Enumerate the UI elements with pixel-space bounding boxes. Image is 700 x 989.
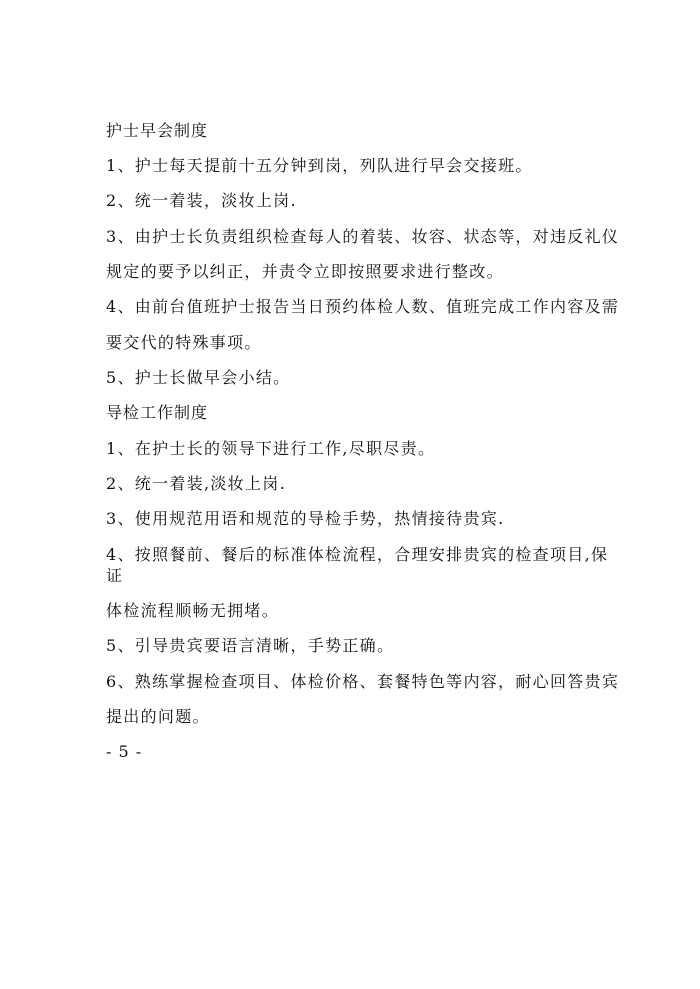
section-title-nurse-morning-meeting: 护士早会制度 [106,121,209,140]
section-title-guide-inspection-system: 导检工作制度 [106,403,209,422]
paragraph-line: 3、由护士长负责组织检查每人的着装、妆容、状态等，对违反礼仪 [106,227,620,246]
paragraph-line: 4、按照餐前、餐后的标准体检流程，合理安排贵宾的检查项目,保 [106,545,609,564]
paragraph-line: 提出的问题。 [106,707,210,726]
paragraph-line: 3、使用规范用语和规范的导检手势，热情接待贵宾. [106,509,505,528]
paragraph-line: 2、统一着装，淡妆上岗. [106,191,297,210]
paragraph-line: 1、护士每天提前十五分钟到岗，列队进行早会交接班。 [106,156,533,175]
paragraph-line: 4、由前台值班护士报告当日预约体检人数、值班完成工作内容及需 [106,297,620,316]
paragraph-line: 6、熟练掌握检查项目、体检价格、套餐特色等内容，耐心回答贵宾 [106,672,620,691]
paragraph-line: 2、统一着装,淡妆上岗. [106,474,286,493]
paragraph-line: 1、在护士长的领导下进行工作,尽职尽责。 [106,439,436,458]
paragraph-line: 证 [106,566,124,585]
paragraph-line: 要交代的特殊事项。 [106,333,262,352]
paragraph-line: 规定的要予以纠正，并责令立即按照要求进行整改。 [106,262,504,281]
paragraph-line: 体检流程顺畅无拥堵。 [106,601,280,620]
page-number: - 5 - [106,742,143,761]
paragraph-line: 5、护士长做早会小结。 [106,368,291,387]
paragraph-line: 5、引导贵宾要语言清晰，手势正确。 [106,636,395,655]
